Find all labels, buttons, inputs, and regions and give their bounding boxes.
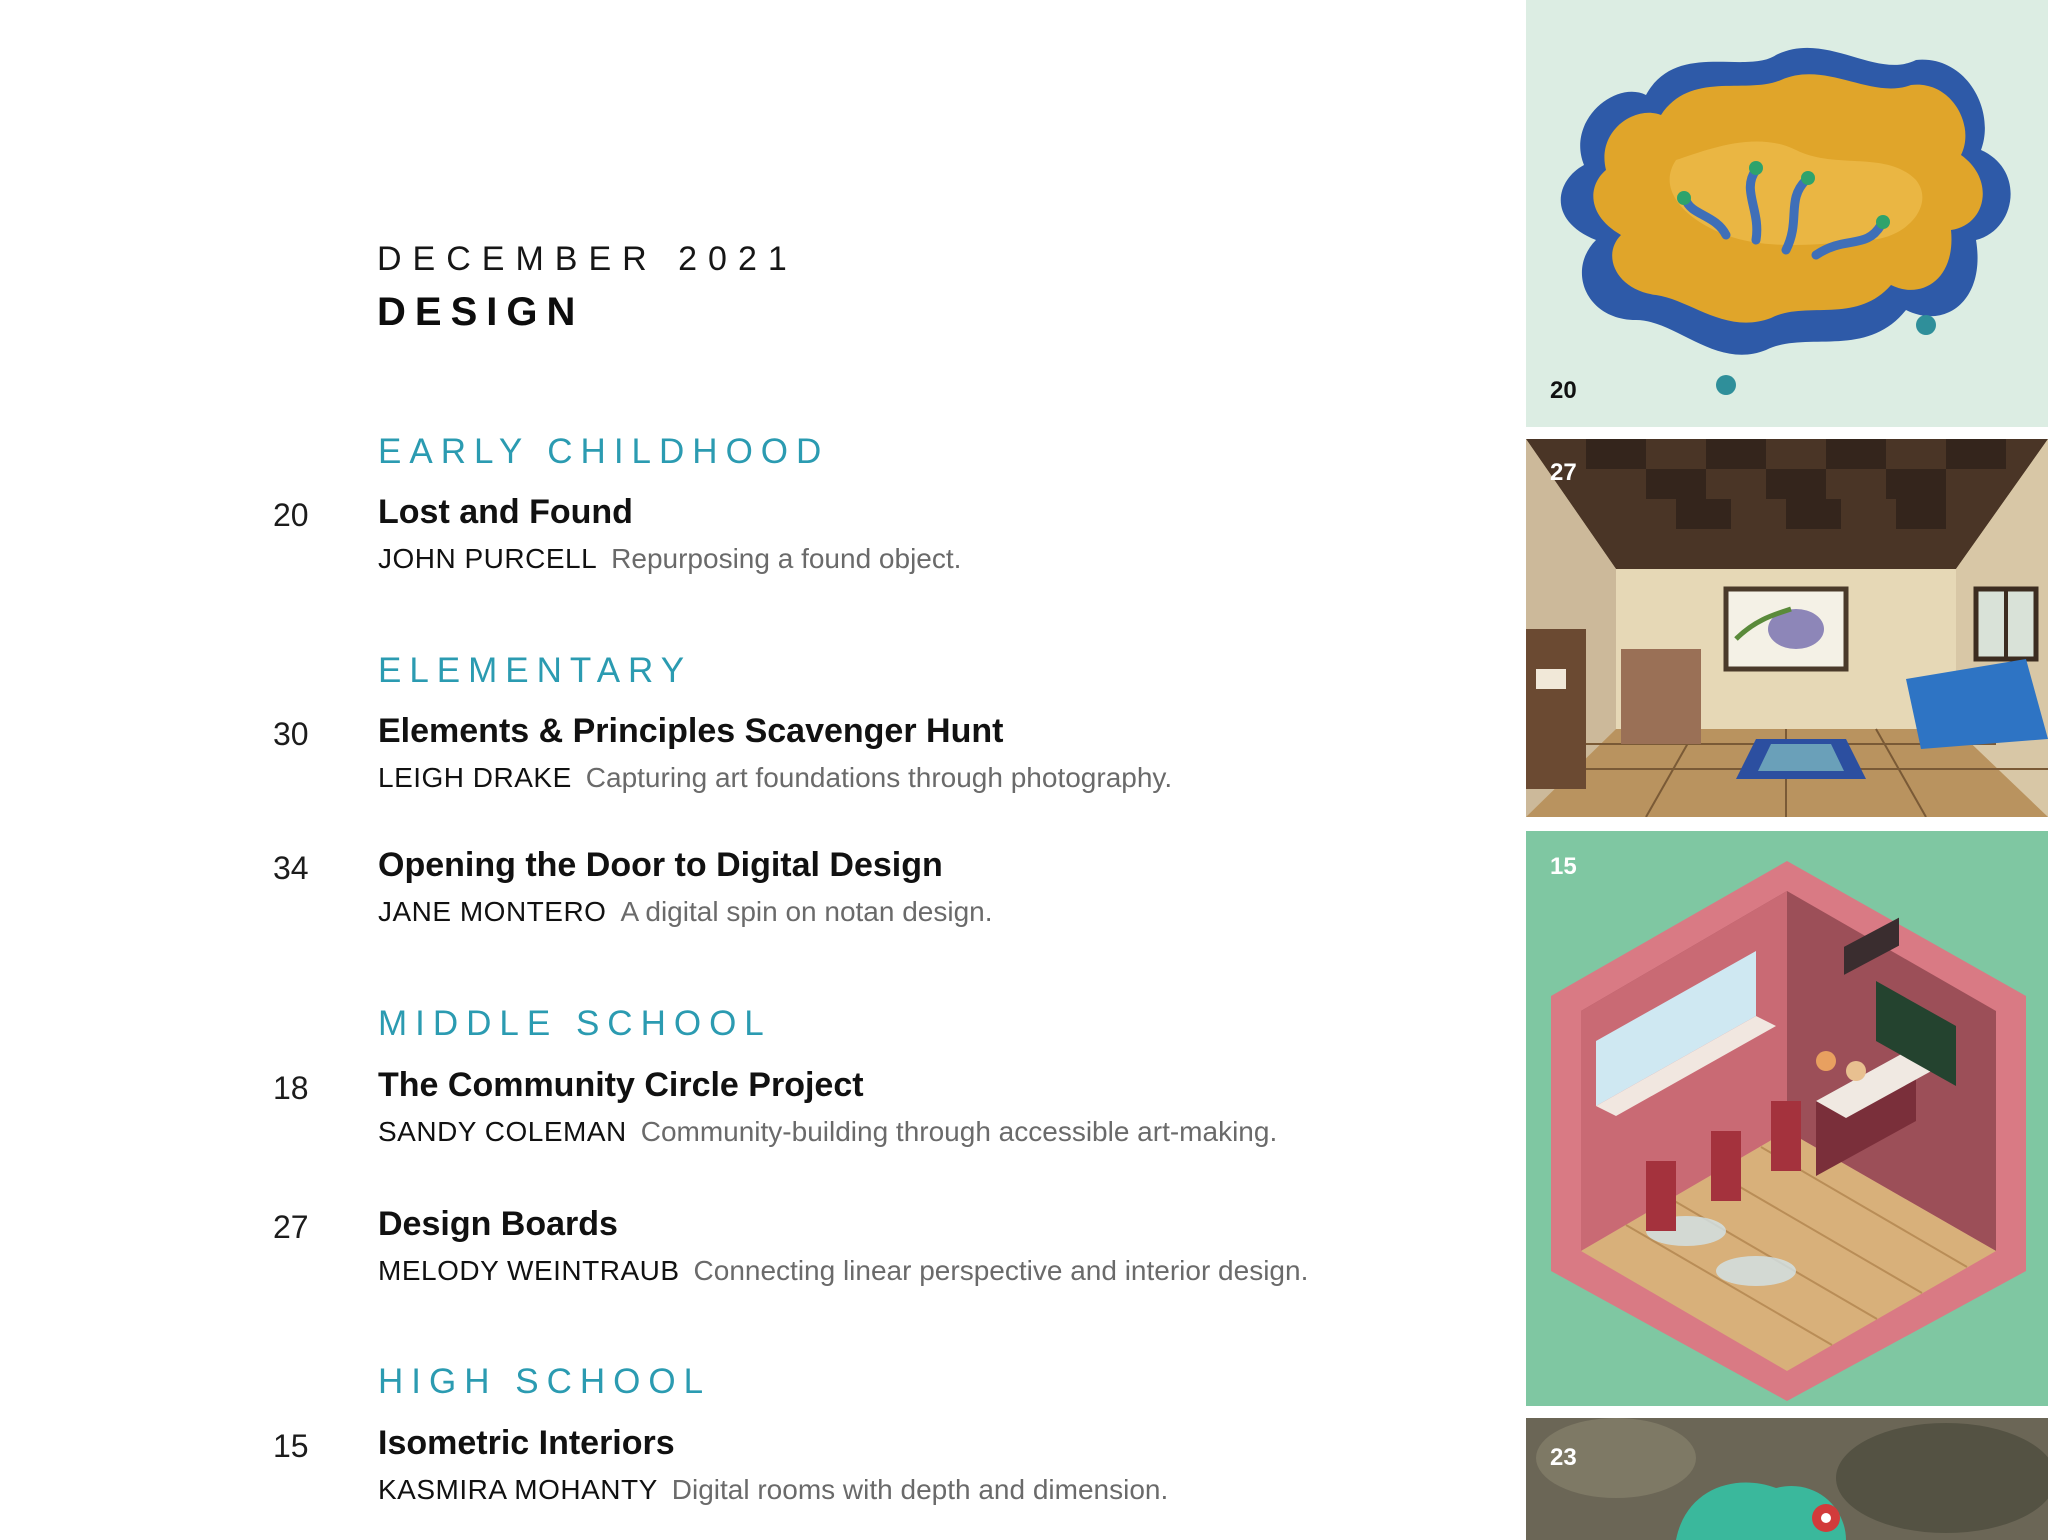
article-title[interactable]: Elements & Principles Scavenger Hunt xyxy=(378,712,1004,750)
author-name: LEIGH DRAKE xyxy=(378,762,572,793)
section-heading-elementary: ELEMENTARY xyxy=(378,651,693,690)
thumbnail-page-number: 15 xyxy=(1550,853,1577,880)
section-heading-early-childhood: EARLY CHILDHOOD xyxy=(378,432,830,471)
article-title[interactable]: Design Boards xyxy=(378,1205,618,1243)
thumbnail-page-number: 27 xyxy=(1550,459,1577,486)
article-description: Repurposing a found object. xyxy=(611,543,962,574)
page-number: 15 xyxy=(273,1428,309,1464)
page-number: 34 xyxy=(273,850,309,886)
ceramic-bowl-image xyxy=(1526,0,2048,427)
issue-theme: DESIGN xyxy=(377,290,585,334)
byline xyxy=(378,1255,1308,1287)
author-name: JANE MONTERO xyxy=(378,896,607,927)
thumbnail-clay-figure[interactable] xyxy=(1526,1418,2048,1540)
author-name: JOHN PURCELL xyxy=(378,543,598,574)
article-description: Digital rooms with depth and dimension. xyxy=(671,1474,1169,1505)
perspective-room-drawing xyxy=(1526,439,2048,817)
article-title[interactable]: Isometric Interiors xyxy=(378,1424,675,1462)
author-name: MELODY WEINTRAUB xyxy=(378,1255,680,1286)
section-heading-high-school: HIGH SCHOOL xyxy=(378,1362,712,1401)
byline xyxy=(378,1116,1277,1148)
page-number: 27 xyxy=(273,1209,309,1245)
thumbnail-perspective-room[interactable] xyxy=(1526,439,2048,817)
byline xyxy=(378,762,1172,794)
page-number: 18 xyxy=(273,1070,309,1106)
author-name: SANDY COLEMAN xyxy=(378,1116,627,1147)
article-title[interactable]: The Community Circle Project xyxy=(378,1066,864,1104)
article-description: Connecting linear perspective and interior design. xyxy=(693,1255,1309,1286)
byline xyxy=(378,896,993,928)
byline xyxy=(378,543,961,575)
isometric-cafe-illustration xyxy=(1526,831,2048,1406)
page-number: 30 xyxy=(273,716,309,752)
section-heading-middle-school: MIDDLE SCHOOL xyxy=(378,1004,772,1043)
clay-figure-photo xyxy=(1526,1418,2048,1540)
article-description: Community-building through accessible art-making. xyxy=(640,1116,1278,1147)
thumbnail-page-number: 23 xyxy=(1550,1444,1577,1471)
page-number: 20 xyxy=(273,497,309,533)
thumbnail-isometric-cafe[interactable] xyxy=(1526,831,2048,1406)
article-description: A digital spin on notan design. xyxy=(620,896,993,927)
issue-date: DECEMBER 2021 xyxy=(377,240,798,278)
author-name: KASMIRA MOHANTY xyxy=(378,1474,658,1505)
article-description: Capturing art foundations through photography. xyxy=(585,762,1173,793)
article-title[interactable]: Lost and Found xyxy=(378,493,633,531)
article-title[interactable]: Opening the Door to Digital Design xyxy=(378,846,943,884)
thumbnail-page-number: 20 xyxy=(1550,377,1577,404)
byline xyxy=(378,1474,1168,1506)
thumbnail-ceramic-bowl[interactable] xyxy=(1526,0,2048,427)
